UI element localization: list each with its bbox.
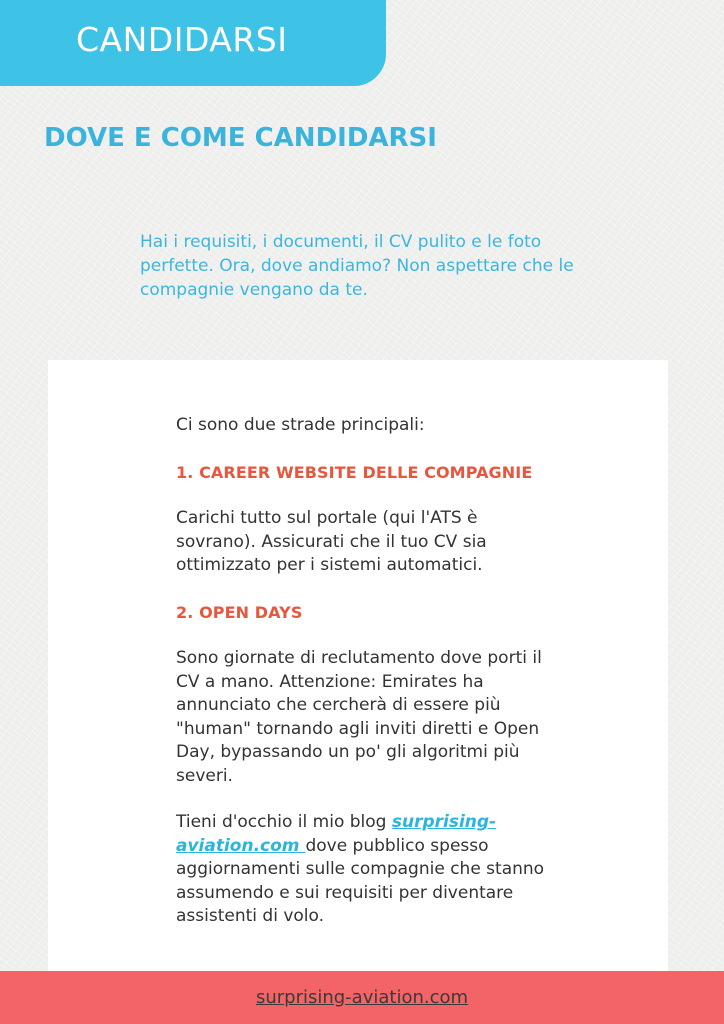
card-content [176, 414, 558, 929]
header-tab [0, 0, 386, 86]
content-card [48, 360, 668, 972]
option-open-days-text: Sono giornate di reclutamento dove porti il CV a mano. Attenzione: Emirates ha annunciato che cercherà di essere più "human" tornando agli inviti diretti e Open Day, bypassando un po' gli algoritmi più severi. [176, 648, 542, 786]
page-heading: DOVE E COME CANDIDARSI [44, 123, 437, 153]
blog-link[interactable]: surprising-aviation.com [176, 812, 497, 856]
option-career-website-title: 1. CAREER WEBSITE DELLE COMPAGNIE [176, 462, 533, 482]
blog-suffix: dove pubblico spesso aggiornamenti sulle compagnie che stanno assumendo e sui requisiti per diventare assistenti di volo. [176, 835, 545, 926]
tab-title: CANDIDARSI [76, 20, 288, 59]
footer-bar [0, 971, 724, 1024]
footer-link[interactable]: surprising-aviation.com [255, 987, 469, 1008]
option-career-website-text: Carichi tutto sul portale (qui l'ATS è sovrano). Assicurati che il tuo CV sia ottimizzato per i sistemi automatici. [176, 508, 487, 575]
intro-text: Hai i requisiti, i documenti, il CV pulito e le foto perfette. Ora, dove andiamo? Non aspettare che le compagnie vengano da te. [140, 232, 574, 300]
option-open-days-title: 2. OPEN DAYS [176, 602, 303, 622]
lead-text: Ci sono due strade principali: [176, 415, 425, 435]
blog-prefix: Tieni d'occhio il mio blog [176, 812, 392, 832]
blog-paragraph [176, 811, 558, 929]
